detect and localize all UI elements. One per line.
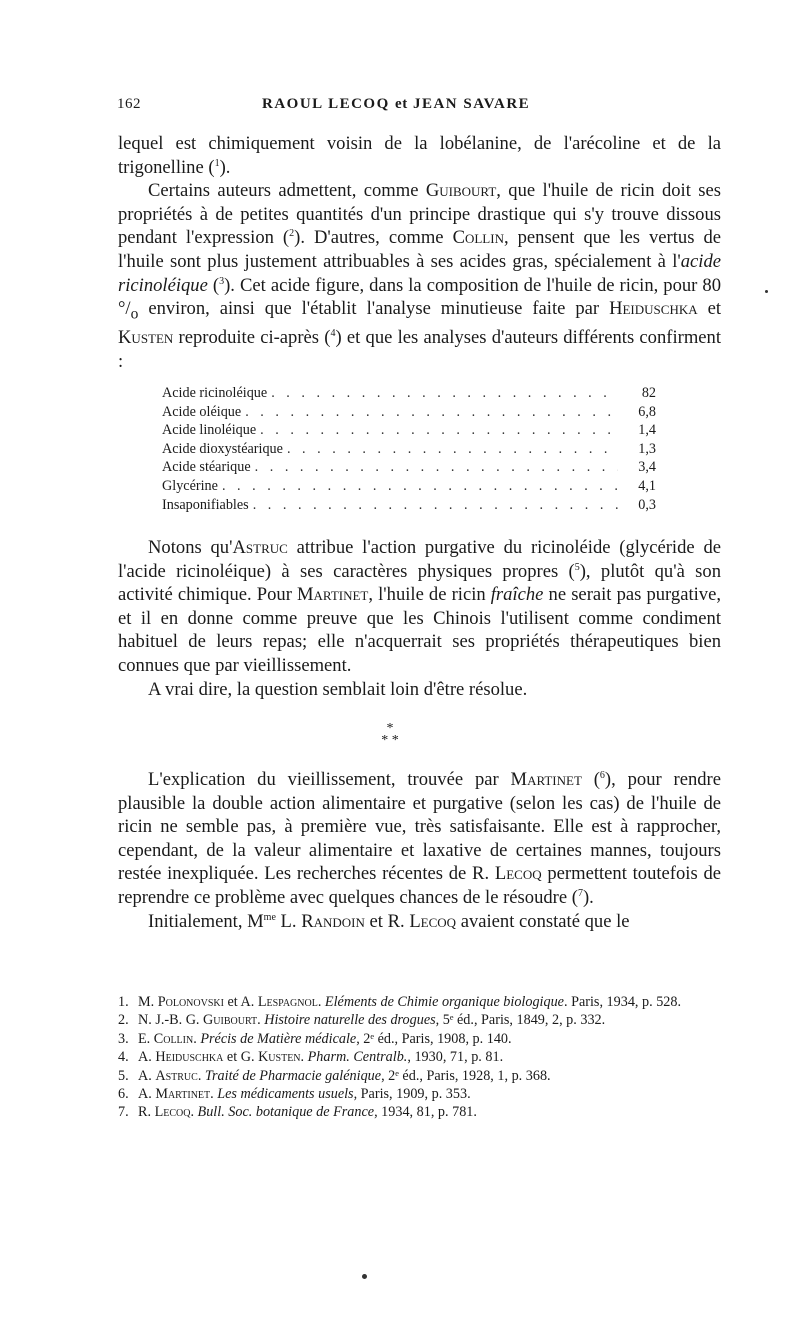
text-run: ). D'autres, comme: [294, 227, 453, 249]
and-word: et: [395, 96, 408, 112]
author-2: JEAN SAVARE: [412, 96, 531, 112]
author-name: Astruc: [155, 1067, 198, 1084]
footnote-ref-3: 3: [219, 275, 225, 287]
text-run: ) et que les analyses d'auteurs différents confirment :: [118, 327, 721, 373]
component-name: Glycérine: [162, 477, 218, 494]
work-title: Les médicaments usuels: [217, 1086, 354, 1103]
text-run: reproduite ci-après (: [173, 327, 331, 349]
author-name: Astruc: [232, 537, 288, 558]
author-1: RAOUL LECOQ: [262, 96, 390, 112]
text-run: A.: [138, 1049, 156, 1066]
component-value: 4,1: [638, 477, 656, 494]
author-name: Kusten: [118, 327, 174, 349]
footnote-number: 6.: [118, 1086, 129, 1103]
title-superscript: me: [263, 911, 276, 923]
paragraph-1: [118, 132, 721, 179]
text-run: et: [697, 298, 721, 320]
table-row: [162, 496, 656, 515]
work-title: Traité de Pharmacie galénique: [204, 1067, 382, 1084]
footnote-number: 4.: [118, 1049, 129, 1066]
leader-dots: [253, 496, 618, 515]
text-run: L'explication du vieillissement, trouvée par: [148, 769, 511, 790]
text-run: A.: [138, 1067, 156, 1084]
author-name: Martinet: [155, 1086, 211, 1103]
footnote: [118, 1085, 721, 1103]
author-name: Collin: [153, 1030, 194, 1047]
footnote-ref-4: 4: [330, 328, 336, 340]
author-name: Guibourt: [425, 180, 497, 202]
text-run: Notons qu': [148, 537, 233, 558]
page-header: [0, 96, 800, 120]
footnote-number: 7.: [118, 1104, 129, 1121]
author-name: Lecoq: [409, 910, 457, 932]
footnote: [118, 993, 721, 1011]
footnote-number: 2.: [118, 1012, 129, 1029]
text-run: N. J.-B. G.: [138, 1012, 204, 1029]
text-run: , 5ᵉ éd., Paris, 1849, 2, p. 332.: [435, 1012, 606, 1029]
component-value: 0,3: [638, 496, 656, 513]
text-run: . Paris, 1934, p. 528.: [563, 994, 682, 1010]
table-row: [162, 384, 656, 403]
text-run: avaient constaté que le: [456, 910, 630, 932]
page-number: 162: [117, 96, 141, 112]
emphasis-text: fraîche: [490, 584, 544, 606]
work-title: Eléments de Chimie organique biologique: [324, 994, 564, 1010]
text-run: .: [190, 1104, 198, 1121]
body-text-top: [118, 132, 721, 374]
leader-dots: [271, 384, 618, 403]
leader-dots: [287, 440, 618, 459]
leader-dots: [222, 477, 618, 496]
component-value: 3,4: [638, 459, 656, 476]
footnote-number: 5.: [118, 1067, 129, 1084]
table-row: [162, 458, 656, 477]
author-name: Heiduschka: [609, 298, 698, 320]
table-row: [162, 421, 656, 440]
text-run: ), pour rendre plausible la double action alimentaire et purgative (selon les cas) de l'huile de ricin ne semble pas, à première vue, très satisfaisante. Elle est à rapprocher, cependant, de la valeur alimentaire et laxative de certaines mannes, toujours restée inexpliquée. Les recherches récentes de: [118, 769, 721, 885]
author-name: Randoin: [301, 910, 365, 932]
asterism-top: *: [386, 721, 394, 736]
component-name: Acide oléique: [162, 403, 242, 420]
text-run: et G.: [223, 1049, 259, 1066]
body-text-bottom: [118, 768, 721, 933]
text-run: permettent toutefois de reprendre ce problème avec quelques chances de le résoudre (: [118, 863, 721, 908]
work-title: Histoire naturelle des drogues: [264, 1012, 436, 1029]
paragraph-5: [118, 768, 721, 910]
text-run: , pensent que les vertus de l'huile sont plus justement attribuables à ses acides gras, spécialement à l': [118, 227, 721, 272]
text-run: ).: [219, 156, 231, 178]
text-run: , Paris, 1909, p. 353.: [353, 1086, 471, 1103]
component-value: 1,3: [638, 440, 656, 457]
text-run: R.: [138, 1104, 155, 1121]
work-title: Bull. Soc. botanique de France: [197, 1104, 375, 1121]
print-speck: [765, 290, 768, 293]
work-title: Précis de Matière médicale: [200, 1030, 357, 1047]
text-run: E.: [138, 1030, 154, 1047]
paragraph-3: [118, 536, 721, 678]
text-run: .: [300, 1049, 308, 1066]
text-run: (: [581, 769, 600, 790]
author-name: Guibourt: [203, 1012, 258, 1029]
text-run: A.: [138, 1086, 156, 1103]
component-name: Acide linoléique: [162, 422, 257, 439]
text-run: lequel est chimiquement voisin de la lobélanine, de l'arécoline et de la trigonelline (: [118, 133, 721, 178]
footnote: [118, 1030, 721, 1048]
component-name: Acide stéarique: [162, 459, 251, 476]
text-run: M.: [138, 994, 158, 1010]
text-run: , que l'huile de ricin doit ses propriétés à de petites quantités d'un principe drastique qui s'y trouve dissous pendant l'expression (: [118, 180, 721, 249]
author-name: Martinet: [297, 584, 369, 606]
asterism-divider: [370, 723, 410, 753]
text-run: .: [317, 994, 325, 1010]
body-text-middle: [118, 536, 721, 701]
author-name: R. Lecoq: [472, 863, 542, 885]
text-run: et A.: [223, 994, 258, 1010]
text-run: .: [197, 1067, 205, 1084]
composition-table: [162, 384, 656, 514]
text-run: attribue l'action purgative du ricinoléide (glycéride de l'acide ricinoléique) à ses caractères physiques propres (: [118, 537, 721, 582]
text-run: , 2ᵉ éd., Paris, 1928, 1, p. 368.: [381, 1067, 551, 1084]
component-name: Acide ricinoléique: [162, 385, 268, 401]
text-run: , 1934, 81, p. 781.: [374, 1104, 477, 1121]
text-run: ). Cet acide figure, dans la composition de l'huile de ricin, pour 80 °/: [118, 274, 722, 320]
component-value: 6,8: [638, 403, 656, 420]
text-run: ), plutôt qu'à son activité chimique. Pour: [118, 560, 721, 606]
author-name: Lespagnol: [257, 994, 318, 1010]
footnote-ref-6: 6: [599, 769, 605, 781]
text-run: Certains auteurs admettent, comme: [148, 180, 426, 202]
table-row: [162, 477, 656, 496]
component-name: Insaponifiables: [162, 496, 249, 513]
text-run: ne serait pas purgative, et il en donne comme preuve que les Chinois l'utilisent comme condiment habituel de leurs repas; elle n'acquerrait ses propriétés thérapeutiques bien connues que par vieillissement.: [118, 584, 721, 676]
leader-dots: [255, 458, 618, 477]
asterism-bottom: * *: [381, 733, 399, 748]
emphasis-text: acide ricinoléique: [118, 250, 721, 296]
author-name: Kusten: [258, 1049, 301, 1066]
component-value: 1,4: [638, 422, 656, 439]
footnote: [118, 1067, 721, 1085]
paragraph-6: [118, 910, 721, 934]
table-row: [162, 440, 656, 459]
footnote-ref-5: 5: [574, 561, 580, 573]
text-run: .: [210, 1086, 218, 1103]
text-run: environ, ainsi que l'établit l'analyse minutieuse faite par: [138, 298, 610, 320]
author-name: Heiduschka: [155, 1049, 224, 1066]
footnote-ref-1: 1: [214, 157, 220, 169]
paragraph-4: A vrai dire, la question semblait loin d'être résolue.: [148, 678, 528, 700]
footnote: [118, 1103, 721, 1121]
author-name: Lecoq: [154, 1104, 191, 1121]
footnote-number: 1.: [118, 994, 129, 1010]
leader-dots: [260, 421, 618, 440]
footnote-ref-2: 2: [289, 228, 295, 240]
footnote: [118, 1048, 721, 1066]
text-run: Initialement, M: [148, 910, 264, 932]
author-name: Polonovski: [157, 994, 224, 1010]
component-name: Acide dioxystéarique: [162, 440, 283, 457]
footnote-ref-7: 7: [577, 887, 583, 899]
footnote: [118, 1011, 721, 1029]
component-value: 82: [641, 385, 656, 401]
footnotes: [118, 993, 721, 1122]
footnote-number: 3.: [118, 1030, 129, 1047]
running-head: [262, 96, 530, 113]
text-run: .: [257, 1012, 265, 1029]
text-run: (: [207, 274, 220, 296]
print-speck: [362, 1274, 367, 1279]
leader-dots: [245, 403, 618, 422]
text-run: , 1930, 71, p. 81.: [407, 1049, 504, 1066]
text-run: , 2ᵉ éd., Paris, 1908, p. 140.: [356, 1030, 512, 1047]
percent-sub: o: [130, 305, 139, 323]
author-name: Collin: [452, 227, 504, 249]
text-run: L.: [275, 910, 302, 932]
text-run: .: [193, 1030, 201, 1047]
author-name: Martinet: [510, 769, 582, 790]
work-title: Pharm. Centralb.: [307, 1049, 408, 1066]
text-run: , l'huile de ricin: [368, 584, 491, 606]
text-run: ).: [582, 886, 594, 908]
text-run: et R.: [364, 910, 410, 932]
paragraph-2: [118, 179, 721, 373]
table-row: [162, 403, 656, 422]
